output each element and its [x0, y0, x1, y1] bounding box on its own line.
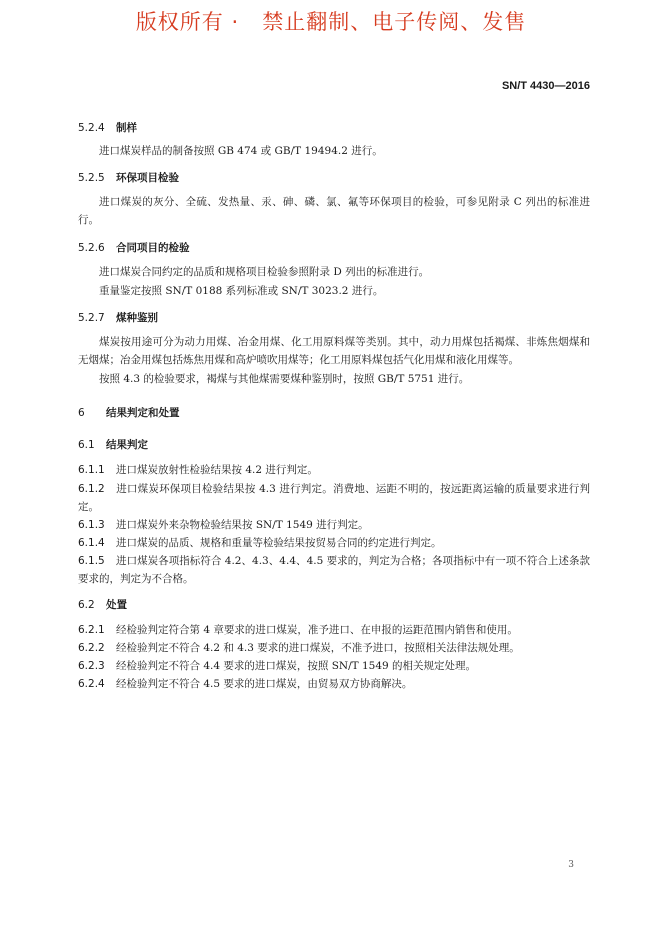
paragraph: 进口煤炭合同约定的品质和规格项目检验参照附录 D 列出的标准进行。 [99, 266, 430, 278]
paragraph: 按照 4.3 的检验要求，褐煤与其他煤需要煤种鉴别时，按照 GB/T 5751 进行。 [99, 373, 470, 385]
clause-text: 进口煤炭各项指标符合 4.2、4.3、4.4、4.5 要求的，判定为合格；各项指标中有一项不符合上述条款要求的，判定为不合格。 [78, 555, 590, 585]
clause-text: 经检验判定不符合 4.4 要求的进口煤炭，按照 SN/T 1549 的相关规定处理。 [116, 660, 477, 672]
heading-6 [78, 405, 180, 420]
clause-6-1-2 [78, 480, 590, 516]
heading-title: 处置 [106, 599, 127, 611]
heading-number: 5.2.6 [78, 242, 105, 254]
clause-number: 6.1.4 [78, 537, 105, 549]
paragraph: 进口煤炭样品的制备按照 GB 474 或 GB/T 19494.2 进行。 [99, 145, 383, 157]
clause-6-1-1 [78, 461, 590, 479]
heading-5-2-7 [78, 310, 158, 325]
clause-number: 6.2.3 [78, 660, 105, 672]
clause-6-2-4 [78, 675, 590, 693]
clause-text: 进口煤炭放射性检验结果按 4.2 进行判定。 [116, 464, 318, 476]
clause-number: 6.1.3 [78, 519, 105, 531]
heading-title: 结果判定和处置 [106, 407, 180, 419]
heading-number: 5.2.7 [78, 312, 105, 324]
heading-number: 5.2.5 [78, 172, 105, 184]
clause-number: 6.1.5 [78, 555, 105, 567]
watermark-banner: 版权所有 · 禁止翻制、电子传阅、发售 [135, 10, 527, 34]
standard-code: SN/T 4430—2016 [501, 80, 590, 92]
heading-title: 环保项目检验 [116, 172, 179, 184]
clause-6-1-3 [78, 516, 590, 534]
clause-text: 进口煤炭的品质、规格和重量等检验结果按贸易合同的约定进行判定。 [116, 537, 442, 549]
clause-text: 经检验判定不符合 4.5 要求的进口煤炭，由贸易双方协商解决。 [116, 678, 413, 690]
clause-6-1-4 [78, 534, 590, 552]
heading-6-2 [78, 597, 127, 612]
heading-5-2-4 [78, 120, 137, 135]
clause-text: 经检验判定不符合 4.2 和 4.3 要求的进口煤炭，不准予进口，按照相关法律法规处理。 [116, 642, 520, 654]
heading-title: 煤种鉴别 [116, 312, 158, 324]
clause-6-2-1 [78, 621, 590, 639]
clause-number: 6.1.2 [78, 483, 105, 495]
paragraph: 煤炭按用途可分为动力用煤、冶金用煤、化工用原料煤等类别。其中，动力用煤包括褐煤、非炼焦烟煤和无烟煤；冶金用煤包括炼焦用煤和高炉喷吹用煤等；化工用原料煤包括气化用煤和液化用煤等。 [78, 336, 590, 366]
heading-title: 制样 [116, 122, 137, 134]
clause-number: 6.2.1 [78, 624, 105, 636]
paragraph: 进口煤炭的灰分、全硫、发热量、汞、砷、磷、氯、氟等环保项目的检验，可参见附录 C 列出的标准进行。 [78, 196, 590, 226]
heading-number: 6.2 [78, 599, 95, 611]
heading-5-2-5 [78, 170, 179, 185]
heading-6-1 [78, 437, 148, 452]
heading-title: 合同项目的检验 [116, 242, 190, 254]
clause-number: 6.2.2 [78, 642, 105, 654]
clause-text: 进口煤炭环保项目检验结果按 4.3 进行判定。消费地、运距不明的，按远距离运输的质量要求进行判定。 [78, 483, 590, 513]
clause-6-2-3 [78, 657, 590, 675]
heading-number: 5.2.4 [78, 122, 105, 134]
paragraph: 重量鉴定按照 SN/T 0188 系列标准或 SN/T 3023.2 进行。 [99, 285, 384, 297]
clause-6-2-2 [78, 639, 590, 657]
heading-number: 6 [78, 407, 85, 419]
clause-number: 6.2.4 [78, 678, 105, 690]
heading-title: 结果判定 [106, 439, 148, 451]
clause-text: 进口煤炭外来杂物检验结果按 SN/T 1549 进行判定。 [116, 519, 369, 531]
heading-number: 6.1 [78, 439, 95, 451]
heading-5-2-6 [78, 240, 190, 255]
page-number: 3 [568, 860, 574, 870]
clause-text: 经检验判定符合第 4 章要求的进口煤炭，准予进口、在申报的运距范围内销售和使用。 [116, 624, 518, 636]
clause-number: 6.1.1 [78, 464, 105, 476]
clause-6-1-5 [78, 552, 590, 588]
